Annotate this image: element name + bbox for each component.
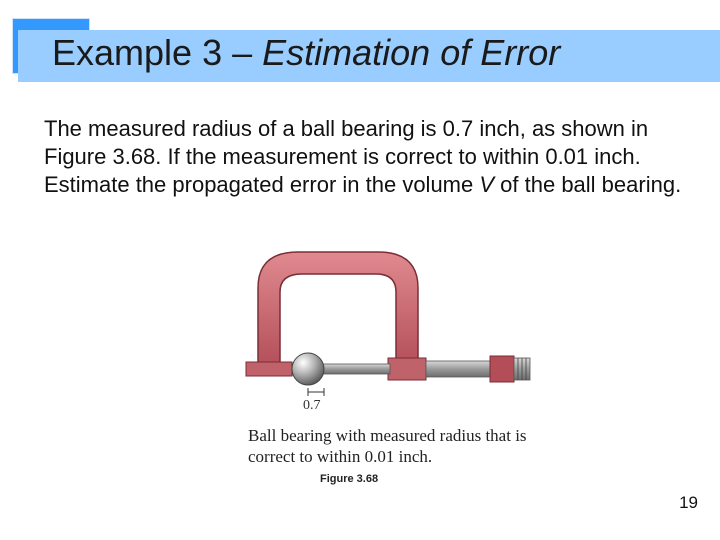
caption-line-1: Ball bearing with measured radius that is bbox=[248, 426, 527, 445]
thimble bbox=[490, 356, 514, 382]
title-italic: Estimation of Error bbox=[262, 32, 561, 73]
page-number: 19 bbox=[679, 493, 698, 512]
title-main: Example 3 – bbox=[52, 32, 263, 73]
figure-3-68 bbox=[228, 240, 548, 485]
slide-body-text bbox=[44, 115, 694, 199]
anvil-block bbox=[246, 362, 292, 376]
radius-label: 0.7 bbox=[303, 398, 321, 413]
spindle bbox=[320, 364, 390, 374]
body-part-1: The measured radius of a ball bearing is 0.7 inch, as shown in Figure 3.68. If the measurement is correct to within 0.01 inch. Estimate the propagated error in the volume bbox=[44, 116, 649, 197]
body-variable: V bbox=[479, 172, 495, 197]
frame-foot bbox=[388, 358, 426, 380]
caption-line-2: correct to within 0.01 inch. bbox=[248, 447, 433, 466]
ball-bearing bbox=[292, 353, 324, 385]
figure-number: Figure 3.68 bbox=[320, 473, 379, 485]
radius-marker bbox=[308, 388, 324, 396]
body-part-2: of the ball bearing. bbox=[494, 172, 682, 197]
figure-caption bbox=[248, 425, 527, 467]
sleeve bbox=[426, 361, 490, 377]
slide-title bbox=[52, 32, 560, 74]
micrometer-frame bbox=[258, 252, 418, 368]
micrometer-illustration bbox=[228, 240, 548, 430]
